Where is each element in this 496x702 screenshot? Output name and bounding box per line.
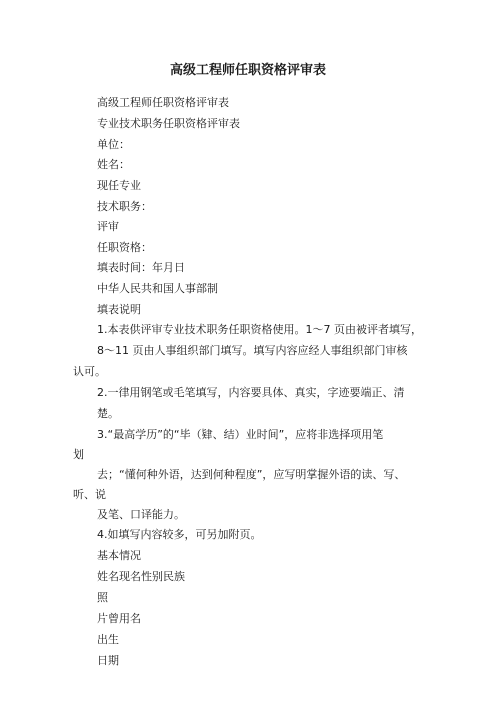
line-instruction-1a: 1.本表供评审专业技术职务任职资格使用。1～7 页由被评者填写， <box>97 323 422 336</box>
line-instruction-1c: 认可。 <box>73 365 106 378</box>
line-instruction-2b: 楚。 <box>97 407 119 420</box>
line-birth: 出生 <box>97 633 119 646</box>
line-basic-info: 基本情况 <box>97 549 141 562</box>
document-title: 高级工程师任职资格评审表 <box>169 63 326 78</box>
line-table-header: 姓名现名性别民族 <box>97 570 185 583</box>
line-instruction-3d: 听、说 <box>73 488 106 501</box>
line-review: 评审 <box>97 220 119 233</box>
line-qualification: 任职资格： <box>97 241 152 254</box>
line-instruction-4: 4.如填写内容较多，可另加附页。 <box>97 528 262 541</box>
line-former-name: 片曾用名 <box>97 612 141 625</box>
line-name: 姓名： <box>97 158 130 171</box>
line-photo-label: 照 <box>97 591 108 604</box>
line-form-name: 高级工程师任职资格评审表 <box>97 96 229 109</box>
line-technical-position: 技术职务： <box>97 200 152 213</box>
line-instruction-3e: 及笔、口译能力。 <box>97 508 185 521</box>
line-date: 日期 <box>97 654 119 667</box>
line-current-specialty: 现任专业 <box>97 179 141 192</box>
line-instruction-3a: 3.“最高学历”的“毕（肄、结）业时间”，应将非选择项用笔 <box>97 428 384 441</box>
line-unit: 单位： <box>97 138 130 151</box>
line-instruction-1b: 8～11 页由人事组织部门填写。填写内容应经人事组织部门审核 <box>97 344 408 357</box>
line-instructions-heading: 填表说明 <box>97 303 141 316</box>
line-instruction-3c: 去；“懂何种外语，达到何种程度”，应写明掌握外语的读、写、 <box>97 468 406 481</box>
line-instruction-3b: 划 <box>73 448 84 461</box>
line-instruction-2a: 2.一律用钢笔或毛笔填写，内容要具体、真实，字迹要端正、清 <box>97 386 405 399</box>
line-issuer: 中华人民共和国人事部制 <box>97 282 218 295</box>
line-form-subtitle: 专业技术职务任职资格评审表 <box>97 117 240 130</box>
line-fill-date: 填表时间：年月日 <box>97 261 185 274</box>
